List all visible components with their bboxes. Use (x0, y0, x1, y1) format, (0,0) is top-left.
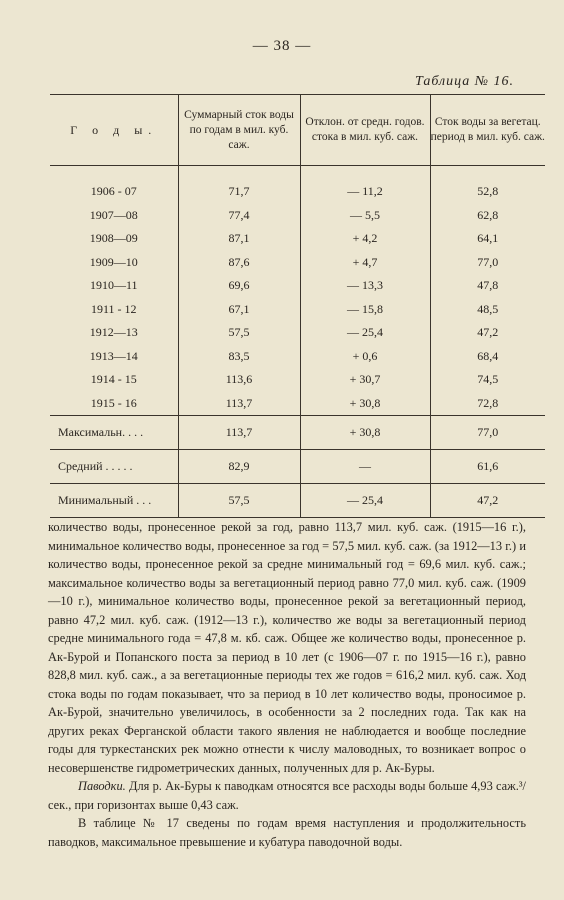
summary-label: Максимальн. . . . (50, 416, 178, 450)
vegetation-cell: 47,8 (430, 274, 545, 298)
floods-heading: Паводки. (78, 779, 126, 793)
year-cell: 1907—08 (89, 207, 138, 222)
vegetation-cell: 64,1 (430, 227, 545, 251)
vegetation-cell: 52,8 (430, 180, 545, 204)
deviation-cell: — 5,5 (300, 204, 430, 228)
deviation-cell: + 4,2 (300, 227, 430, 251)
total-cell: 67,1 (178, 298, 300, 322)
vegetation-cell: 74,5 (430, 368, 545, 392)
header-years: Г о д ы. (50, 95, 178, 166)
total-cell: 113,6 (178, 368, 300, 392)
deviation-cell: — 25,4 (300, 321, 430, 345)
table-row (50, 345, 545, 369)
vegetation-cell: 72,8 (430, 392, 545, 416)
deviation-cell: — 15,8 (300, 298, 430, 322)
table-row (50, 251, 545, 275)
summary-row (50, 484, 545, 518)
table-header-row (50, 95, 545, 166)
vegetation-cell: 61,6 (430, 450, 545, 484)
header-total-runoff: Суммарный сток воды по годам в мил. куб. саж. (178, 95, 300, 166)
year-cell: 1911 - 12 (90, 301, 137, 316)
deviation-cell: + 30,7 (300, 368, 430, 392)
deviation-cell: + 0,6 (300, 345, 430, 369)
year-cell: 1915 - 16 (90, 395, 137, 410)
paragraph-2-text: Для р. Ак-Буры к паводкам относятся все расходы воды больше 4,93 саж.³/сек., при горизонтах выше 0,43 саж. (48, 779, 526, 812)
total-cell: 113,7 (178, 392, 300, 416)
table-row (50, 368, 545, 392)
deviation-cell: — (300, 450, 430, 484)
vegetation-cell: 47,2 (430, 321, 545, 345)
header-deviation: Отклон. от средн. годов. стока в мил. куб. саж. (300, 95, 430, 166)
deviation-cell: + 30,8 (300, 416, 430, 450)
summary-row (50, 416, 545, 450)
deviation-cell: — 13,3 (300, 274, 430, 298)
table-row (50, 180, 545, 204)
summary-row (50, 450, 545, 484)
table-row (50, 321, 545, 345)
paragraph-1: количество воды, пронесенное рекой за год, равно 113,7 мил. куб. саж. (1915—16 г.), минимальное количество воды, пронесенное за год = 57,5 мил. куб. саж. (за 1912—13 г.) и количество воды, пронесенное рекой за средне минимальный год = 69,6 мил. куб. саж.; максимальное количество воды за вегетационный период равно 77,0 мил. куб. саж. (1909—10 г.), минимальное количество воды, пронесенное рекой за вегетационный период, равно 47,2 мил. куб. саж. (1912—13 г.), количество же воды за вегетационный период средне минимального года = 47,8 м. кб. саж. Общее же количество воды, пронесенное р. Ак-Бурой и Попанского поста за период в 10 лет (с 1906—07 г. по 1915—16 г.), равно 828,8 мил. куб. саж., а за вегетационные периоды тех же годов = 616,2 мил. куб. саж. Ход стока воды по годам показывает, что за период в 10 лет количество воды, проносимое р. Ак-Бурой, значительно увеличилось, в особенности за 2 последних года. Так как на других реках Ферганской области такого явления не наблюдается и вообще последние годы для туркестанских рек можно отнести к числу маловодных, то возникает вопрос о несовершенстве гидрометрических данных, полученных для р. Ак-Буры. (48, 520, 526, 775)
table-caption: Таблица № 16. (415, 74, 514, 89)
total-cell: 113,7 (178, 416, 300, 450)
total-cell: 57,5 (178, 484, 300, 518)
year-cell: 1913—14 (89, 348, 138, 363)
total-cell: 87,1 (178, 227, 300, 251)
total-cell: 87,6 (178, 251, 300, 275)
vegetation-cell: 77,0 (430, 416, 545, 450)
vegetation-cell: 47,2 (430, 484, 545, 518)
deviation-cell: — 11,2 (300, 180, 430, 204)
table-row (50, 274, 545, 298)
total-cell: 57,5 (178, 321, 300, 345)
table-row (50, 204, 545, 228)
summary-label: Минимальный . . . (50, 484, 178, 518)
total-cell: 71,7 (178, 180, 300, 204)
vegetation-cell: 77,0 (430, 251, 545, 275)
deviation-cell: — 25,4 (300, 484, 430, 518)
total-cell: 77,4 (178, 204, 300, 228)
deviation-cell: + 4,7 (300, 251, 430, 275)
year-cell: 1912—13 (89, 325, 138, 340)
header-vegetation-runoff: Сток воды за вегетац. период в мил. куб. саж. (430, 95, 545, 166)
vegetation-cell: 62,8 (430, 204, 545, 228)
page-number: — 38 — (252, 38, 312, 54)
vegetation-cell: 48,5 (430, 298, 545, 322)
table-row (50, 392, 545, 416)
runoff-table (50, 94, 545, 518)
paragraph-3: В таблице № 17 сведены по годам время наступления и продолжительность паводков, максимальное превышение и кубатура паводочной воды. (48, 816, 526, 849)
year-cell: 1906 - 07 (90, 184, 137, 199)
year-cell: 1908—09 (89, 231, 138, 246)
table-row (50, 298, 545, 322)
total-cell: 82,9 (178, 450, 300, 484)
year-cell: 1910—11 (89, 278, 138, 293)
body-text (48, 518, 526, 851)
vegetation-cell: 68,4 (430, 345, 545, 369)
year-cell: 1909—10 (89, 254, 138, 269)
table-row (50, 227, 545, 251)
total-cell: 69,6 (178, 274, 300, 298)
year-cell: 1914 - 15 (90, 372, 137, 387)
paragraph-2 (48, 777, 526, 814)
deviation-cell: + 30,8 (300, 392, 430, 416)
summary-label: Средний . . . . . (50, 450, 178, 484)
total-cell: 83,5 (178, 345, 300, 369)
